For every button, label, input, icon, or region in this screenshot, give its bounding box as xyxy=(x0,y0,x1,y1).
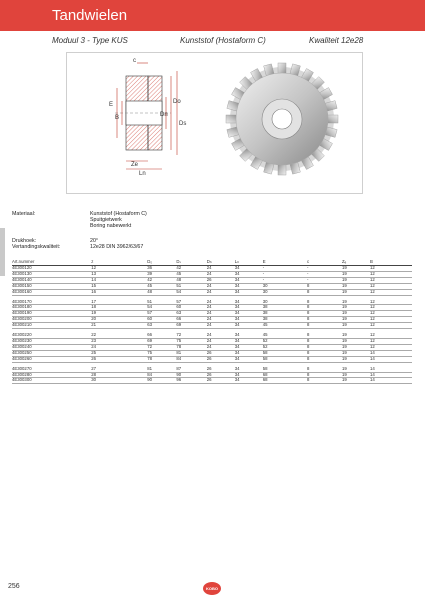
subtitle-material: Kunststof (Hostaform C) xyxy=(180,36,266,45)
column-header: Zₑ xyxy=(342,258,370,266)
table-cell: 19 xyxy=(342,372,370,378)
cross-section-drawing xyxy=(115,63,177,169)
gear-render xyxy=(226,63,338,175)
table-cell: 4E300220 xyxy=(12,333,91,338)
pressure-angle-label: Drukhoek: xyxy=(12,238,37,244)
column-header: E xyxy=(263,258,307,266)
table-cell: 57 xyxy=(147,311,176,317)
table-cell: - xyxy=(263,277,307,283)
table-cell: 54 xyxy=(147,305,176,311)
table-cell: 52 xyxy=(263,338,307,344)
table-cell: 81 xyxy=(176,350,206,356)
page-header xyxy=(0,0,425,31)
table-cell: 12 xyxy=(370,277,412,283)
table-cell: 45 xyxy=(147,283,176,289)
table-cell: 24 xyxy=(91,344,147,350)
table-cell: 19 xyxy=(342,271,370,277)
table-cell: 34 xyxy=(235,271,263,277)
table-cell: 4E300140 xyxy=(12,277,91,283)
table-cell: 19 xyxy=(342,266,370,272)
table-cell: 12 xyxy=(370,323,412,329)
table-cell: 14 xyxy=(370,350,412,356)
table-cell: 24 xyxy=(207,300,235,305)
table-cell: 57 xyxy=(176,300,206,305)
page-number: 256 xyxy=(8,583,20,590)
table-cell: 51 xyxy=(147,300,176,305)
table-cell: 19 xyxy=(342,323,370,329)
table-cell: 8 xyxy=(307,356,342,362)
gear-quality-value: 12e28 DIN 3962/63/67 xyxy=(90,244,144,250)
table-cell: 24 xyxy=(207,344,235,350)
table-cell: 51 xyxy=(176,283,206,289)
pressure-angle-value: 20° xyxy=(90,238,99,244)
table-cell: 52 xyxy=(263,344,307,350)
table-cell: 19 xyxy=(342,277,370,283)
table-cell: 24 xyxy=(207,271,235,277)
table-cell: 18 xyxy=(91,305,147,311)
table-cell: 12 xyxy=(370,333,412,338)
table-cell: 8 xyxy=(307,305,342,311)
table-cell: 30 xyxy=(263,289,307,295)
table-cell: 84 xyxy=(147,372,176,378)
table-cell: 34 xyxy=(235,277,263,283)
dim-label-ln: Ln xyxy=(139,171,146,177)
table-cell: 16 xyxy=(91,289,147,295)
table-cell: 26 xyxy=(91,356,147,362)
table-cell: 69 xyxy=(176,323,206,329)
table-cell: 34 xyxy=(235,323,263,329)
table-cell: 34 xyxy=(235,350,263,356)
table-cell: 78 xyxy=(176,344,206,350)
table-cell: 4E300120 xyxy=(12,266,91,272)
dim-label-ds: Ds xyxy=(179,121,187,127)
table-cell: 12 xyxy=(370,300,412,305)
table-cell: 34 xyxy=(235,311,263,317)
table-cell: 8 xyxy=(307,372,342,378)
table-cell: 60 xyxy=(176,305,206,311)
table-cell: 12 xyxy=(370,271,412,277)
table-cell: 68 xyxy=(263,378,307,384)
dim-label-b: B xyxy=(115,115,120,121)
column-header: Art.nummer xyxy=(12,258,91,266)
table-cell: 38 xyxy=(263,305,307,311)
table-cell: 23 xyxy=(91,338,147,344)
table-cell: 34 xyxy=(235,333,263,338)
table-cell: 34 xyxy=(235,283,263,289)
table-cell: 78 xyxy=(147,356,176,362)
dim-label-c: c xyxy=(133,58,136,64)
table-cell: 19 xyxy=(342,378,370,384)
table-body xyxy=(12,266,412,384)
table-cell: 12 xyxy=(370,311,412,317)
table-cell: 19 xyxy=(342,344,370,350)
table-cell: 24 xyxy=(207,323,235,329)
table-cell: 24 xyxy=(207,317,235,323)
table-cell: 26 xyxy=(207,372,235,378)
table-cell: 4E300170 xyxy=(12,300,91,305)
dim-label-e: E xyxy=(109,102,114,108)
column-header: Lₙ xyxy=(235,258,263,266)
table-cell: 12 xyxy=(370,289,412,295)
table-cell: 8 xyxy=(307,344,342,350)
table-cell: 19 xyxy=(342,350,370,356)
table-cell: 34 xyxy=(235,317,263,323)
table-cell: 12 xyxy=(370,317,412,323)
table-cell: 87 xyxy=(176,367,206,372)
table-cell: 8 xyxy=(307,317,342,323)
table-cell: 8 xyxy=(307,311,342,317)
table-cell: 39 xyxy=(147,271,176,277)
table-cell: - xyxy=(307,266,342,272)
page-title: Tandwielen xyxy=(52,7,128,24)
table-cell: 36 xyxy=(147,266,176,272)
table-cell: - xyxy=(307,271,342,277)
table-cell: 66 xyxy=(147,333,176,338)
table-cell: 8 xyxy=(307,300,342,305)
table-cell: - xyxy=(263,271,307,277)
table-cell: 19 xyxy=(342,338,370,344)
table-cell: 72 xyxy=(176,333,206,338)
table-cell: 14 xyxy=(370,372,412,378)
table-cell: 4E300160 xyxy=(12,289,91,295)
table-cell: 4E300130 xyxy=(12,271,91,277)
table-cell: 34 xyxy=(235,372,263,378)
table-cell: 19 xyxy=(342,333,370,338)
dim-label-ze: Ze xyxy=(131,162,139,168)
table-cell: 4E300270 xyxy=(12,367,91,372)
table-cell: 12 xyxy=(370,338,412,344)
column-header: Dₛ xyxy=(176,258,206,266)
material-value-1: Kunststof (Hostaform C) xyxy=(90,211,147,217)
table-cell: 58 xyxy=(263,350,307,356)
table-cell: 58 xyxy=(263,356,307,362)
table-cell: 12 xyxy=(370,344,412,350)
table-row xyxy=(12,378,412,384)
table-cell: 4E300210 xyxy=(12,323,91,329)
table-cell: 21 xyxy=(91,323,147,329)
table-cell: 58 xyxy=(263,367,307,372)
table-cell: 4E300230 xyxy=(12,338,91,344)
table-cell: 42 xyxy=(176,266,206,272)
table-cell: 12 xyxy=(370,283,412,289)
table-cell: 66 xyxy=(176,317,206,323)
table-cell: 19 xyxy=(342,367,370,372)
table-cell: 26 xyxy=(207,356,235,362)
table-cell: 38 xyxy=(263,311,307,317)
table-cell: 24 xyxy=(207,283,235,289)
material-value-3: Boring nabewerkt xyxy=(90,223,132,229)
table-cell: 81 xyxy=(147,367,176,372)
brand-logo: KOBO xyxy=(203,582,221,595)
table-cell: 8 xyxy=(307,350,342,356)
gear-drawing xyxy=(67,53,362,193)
table-cell: 8 xyxy=(307,323,342,329)
table-cell: 30 xyxy=(263,283,307,289)
table-cell: 26 xyxy=(207,277,235,283)
table-cell: 30 xyxy=(263,300,307,305)
table-cell: 69 xyxy=(147,338,176,344)
table-cell: 27 xyxy=(91,367,147,372)
table-cell: 60 xyxy=(147,317,176,323)
table-cell: 19 xyxy=(342,305,370,311)
table-cell: 45 xyxy=(263,323,307,329)
table-cell: 26 xyxy=(207,378,235,384)
table-cell: 28 xyxy=(91,372,147,378)
table-cell: 24 xyxy=(207,333,235,338)
table-cell: 34 xyxy=(235,266,263,272)
table-cell: 84 xyxy=(176,356,206,362)
table-cell: 20 xyxy=(91,317,147,323)
table-cell: 12 xyxy=(370,305,412,311)
table-cell: 75 xyxy=(176,338,206,344)
table-cell: 34 xyxy=(235,344,263,350)
table-header-row xyxy=(12,258,412,266)
table-cell: 45 xyxy=(263,333,307,338)
table-cell: 34 xyxy=(235,356,263,362)
table-cell: 24 xyxy=(207,289,235,295)
subtitle-quality: Kwaliteit 12e28 xyxy=(309,36,364,45)
column-header: D₀ xyxy=(147,258,176,266)
table-cell: 26 xyxy=(207,350,235,356)
table-cell: 63 xyxy=(176,311,206,317)
table-cell: 34 xyxy=(235,338,263,344)
table-cell: 4E300190 xyxy=(12,311,91,317)
gear-figure xyxy=(66,52,363,194)
table-cell: 15 xyxy=(91,283,147,289)
table-cell: 19 xyxy=(342,356,370,362)
table-cell: 24 xyxy=(207,338,235,344)
table-cell: 72 xyxy=(147,344,176,350)
dim-label-dn: Dn xyxy=(160,112,168,118)
table-cell: 63 xyxy=(147,323,176,329)
dim-label-do: Do xyxy=(173,99,181,105)
table-cell: 68 xyxy=(263,372,307,378)
table-cell: 24 xyxy=(207,305,235,311)
table-cell: 12 xyxy=(91,266,147,272)
table-cell: 75 xyxy=(147,350,176,356)
table-cell: 4E300250 xyxy=(12,350,91,356)
table-cell: 14 xyxy=(370,378,412,384)
table-cell: 14 xyxy=(91,277,147,283)
table-cell: 90 xyxy=(176,372,206,378)
column-header: z xyxy=(91,258,147,266)
table-cell: 8 xyxy=(307,378,342,384)
table-cell: 19 xyxy=(342,300,370,305)
table-cell: 34 xyxy=(235,378,263,384)
table-cell: 4E300260 xyxy=(12,356,91,362)
material-value-2: Spuitgietwerk xyxy=(90,217,122,223)
table-cell: 25 xyxy=(91,350,147,356)
table-cell: 17 xyxy=(91,300,147,305)
table-cell: 34 xyxy=(235,367,263,372)
table-cell: 54 xyxy=(176,289,206,295)
column-header: c xyxy=(307,258,342,266)
product-table xyxy=(12,258,412,384)
column-header: B xyxy=(370,258,412,266)
table-cell: 26 xyxy=(207,367,235,372)
table-cell: 34 xyxy=(235,289,263,295)
table-cell: 19 xyxy=(342,289,370,295)
gear-quality-label: Vertandingskwaliteit: xyxy=(12,244,61,250)
table-cell: 90 xyxy=(147,378,176,384)
table-cell: 4E300150 xyxy=(12,283,91,289)
table-cell: 38 xyxy=(263,317,307,323)
table-cell: 8 xyxy=(307,338,342,344)
material-label: Materiaal: xyxy=(12,211,36,217)
table-cell: 19 xyxy=(342,283,370,289)
table-cell: 4E300180 xyxy=(12,305,91,311)
table-cell: 19 xyxy=(342,317,370,323)
table-cell: 4E300240 xyxy=(12,344,91,350)
table-cell: 8 xyxy=(307,289,342,295)
table-cell: 4E300200 xyxy=(12,317,91,323)
table-cell: - xyxy=(263,266,307,272)
table-cell: 8 xyxy=(307,367,342,372)
table-cell: 8 xyxy=(307,333,342,338)
side-tab-marker xyxy=(0,228,5,276)
table-cell: 4E300280 xyxy=(12,372,91,378)
subtitle-module: Moduul 3 - Type KUS xyxy=(52,36,128,45)
table-cell: 14 xyxy=(370,367,412,372)
table-cell: 19 xyxy=(342,311,370,317)
table-cell: 13 xyxy=(91,271,147,277)
table-cell: 19 xyxy=(91,311,147,317)
table-cell: 24 xyxy=(207,311,235,317)
table-cell: 48 xyxy=(147,289,176,295)
table-cell: - xyxy=(307,277,342,283)
table-cell: 14 xyxy=(370,356,412,362)
table-cell: 22 xyxy=(91,333,147,338)
table-cell: 24 xyxy=(207,266,235,272)
table-cell: 4E300300 xyxy=(12,378,91,384)
table-cell: 8 xyxy=(307,283,342,289)
table-cell: 34 xyxy=(235,300,263,305)
table-cell: 34 xyxy=(235,305,263,311)
table-cell: 96 xyxy=(176,378,206,384)
table-cell: 30 xyxy=(91,378,147,384)
table-cell: 48 xyxy=(176,277,206,283)
table-cell: 12 xyxy=(370,266,412,272)
table-cell: 45 xyxy=(176,271,206,277)
column-header: Dₙ xyxy=(207,258,235,266)
table-cell: 42 xyxy=(147,277,176,283)
